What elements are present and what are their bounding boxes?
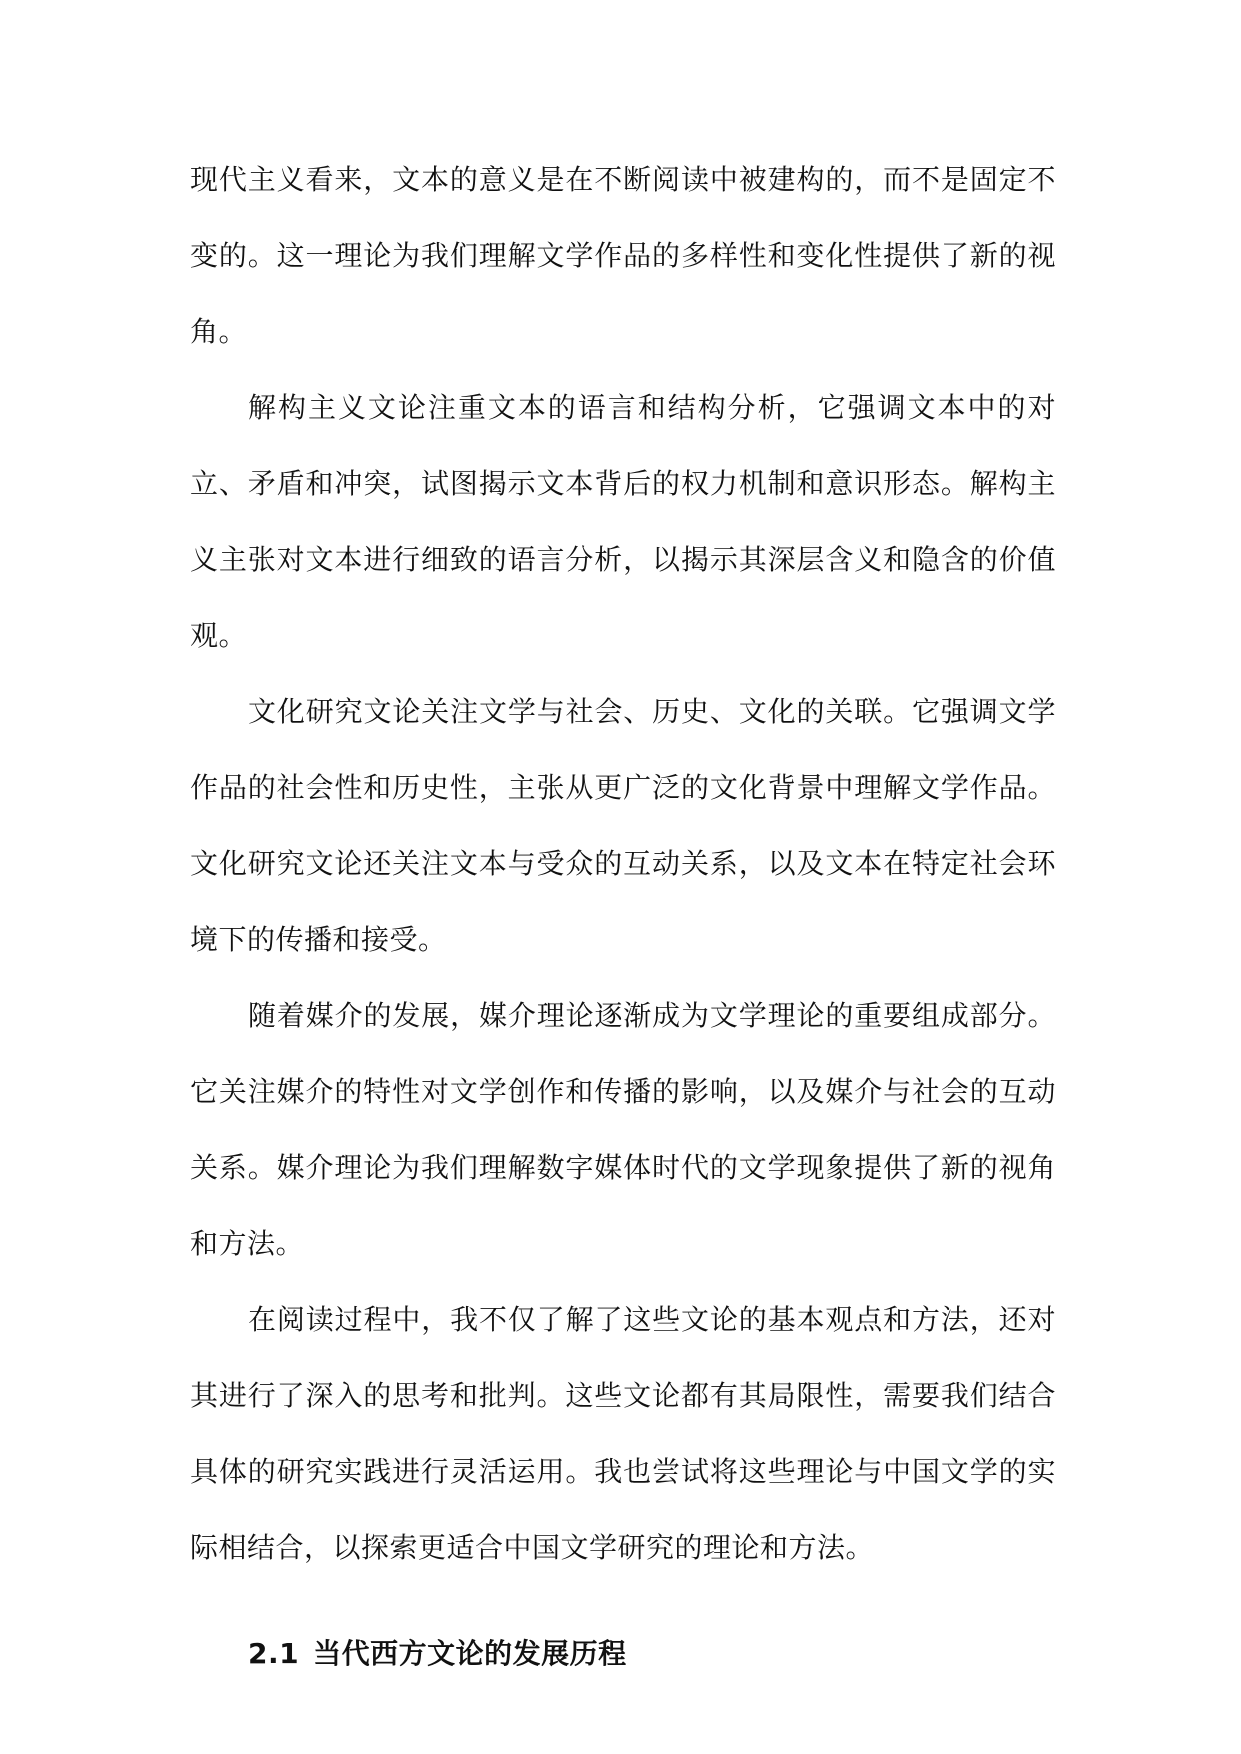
paragraph-continued: 现代主义看来，文本的意义是在不断阅读中被建构的，而不是固定不变的。这一理论为我们理解文学作品的多样性和变化性提供了新的视角。 (190, 163, 1056, 348)
section-number: 2.1 (248, 1637, 300, 1670)
paragraph-cultural-studies: 文化研究文论关注文学与社会、历史、文化的关联。它强调文学作品的社会性和历史性，主张从更广泛的文化背景中理解文学作品。文化研究文论还关注文本与受众的互动关系，以及文本在特定社会环境下的传播和接受。 (190, 695, 1056, 956)
document-body (190, 142, 1056, 1692)
paragraph-media-theory: 随着媒介的发展，媒介理论逐渐成为文学理论的重要组成部分。它关注媒介的特性对文学创作和传播的影响，以及媒介与社会的互动关系。媒介理论为我们理解数字媒体时代的文学现象提供了新的视角和方法。 (190, 999, 1056, 1260)
section-heading (190, 1616, 1056, 1692)
paragraph-deconstruction: 解构主义文论注重文本的语言和结构分析，它强调文本中的对立、矛盾和冲突，试图揭示文本背后的权力机制和意识形态。解构主义主张对文本进行细致的语言分析，以揭示其深层含义和隐含的价值观。 (190, 391, 1056, 652)
section-title: 当代西方文论的发展历程 (313, 1637, 627, 1670)
paragraph-reflection: 在阅读过程中，我不仅了解了这些文论的基本观点和方法，还对其进行了深入的思考和批判。这些文论都有其局限性，需要我们结合具体的研究实践进行灵活运用。我也尝试将这些理论与中国文学的实际相结合，以探索更适合中国文学研究的理论和方法。 (190, 1303, 1056, 1564)
